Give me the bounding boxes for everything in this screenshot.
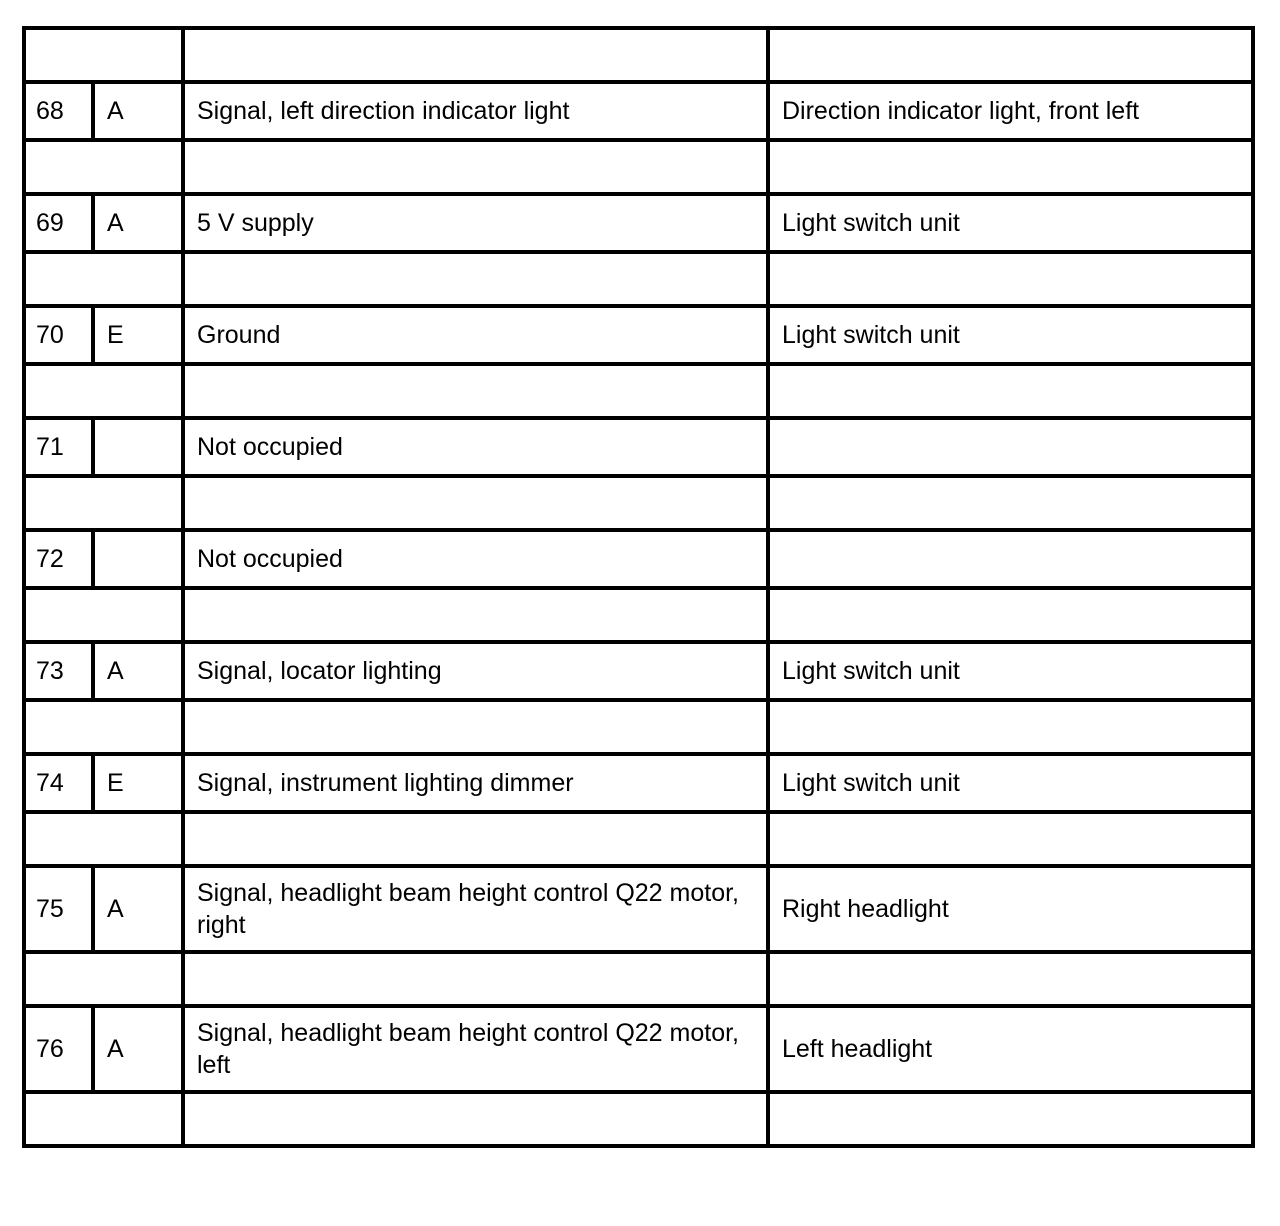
signal-type: E	[93, 754, 183, 812]
table-row	[24, 418, 1253, 476]
signal-description: Signal, left direction indicator light	[183, 82, 768, 140]
signal-type	[93, 530, 183, 588]
empty-cell	[24, 952, 183, 1006]
spacer-row	[24, 364, 1253, 418]
connected-component: Right headlight	[768, 866, 1253, 952]
table-row	[24, 530, 1253, 588]
signal-description: Ground	[183, 306, 768, 364]
signal-type: E	[93, 306, 183, 364]
signal-description: Signal, locator lighting	[183, 642, 768, 700]
spacer-row	[24, 28, 1253, 82]
empty-cell	[768, 700, 1253, 754]
signal-description: 5 V supply	[183, 194, 768, 252]
table-row	[24, 306, 1253, 364]
spacer-row	[24, 952, 1253, 1006]
signal-type: A	[93, 194, 183, 252]
empty-cell	[768, 588, 1253, 642]
empty-cell	[768, 364, 1253, 418]
empty-cell	[24, 476, 183, 530]
empty-cell	[24, 364, 183, 418]
pin-assignment-table	[22, 26, 1255, 1148]
spacer-row	[24, 476, 1253, 530]
pin-number: 75	[24, 866, 93, 952]
empty-cell	[768, 476, 1253, 530]
empty-cell	[183, 28, 768, 82]
signal-type	[93, 418, 183, 476]
signal-description: Not occupied	[183, 530, 768, 588]
pin-number: 68	[24, 82, 93, 140]
empty-cell	[768, 812, 1253, 866]
empty-cell	[768, 140, 1253, 194]
pin-number: 72	[24, 530, 93, 588]
signal-description: Not occupied	[183, 418, 768, 476]
empty-cell	[24, 588, 183, 642]
empty-cell	[768, 252, 1253, 306]
spacer-row	[24, 1092, 1253, 1146]
connected-component: Light switch unit	[768, 306, 1253, 364]
empty-cell	[768, 1092, 1253, 1146]
pin-number: 69	[24, 194, 93, 252]
signal-type: A	[93, 866, 183, 952]
empty-cell	[24, 1092, 183, 1146]
empty-cell	[183, 812, 768, 866]
empty-cell	[24, 140, 183, 194]
empty-cell	[24, 812, 183, 866]
spacer-row	[24, 252, 1253, 306]
pin-number: 70	[24, 306, 93, 364]
signal-type: A	[93, 1006, 183, 1092]
empty-cell	[183, 140, 768, 194]
empty-cell	[183, 1092, 768, 1146]
signal-description: Signal, headlight beam height control Q22 motor, left	[183, 1006, 768, 1092]
spacer-row	[24, 140, 1253, 194]
connected-component: Light switch unit	[768, 194, 1253, 252]
connected-component	[768, 418, 1253, 476]
connected-component: Light switch unit	[768, 642, 1253, 700]
table-row	[24, 194, 1253, 252]
connected-component: Light switch unit	[768, 754, 1253, 812]
spacer-row	[24, 700, 1253, 754]
empty-cell	[183, 252, 768, 306]
pin-number: 76	[24, 1006, 93, 1092]
table-row	[24, 642, 1253, 700]
empty-cell	[24, 28, 183, 82]
empty-cell	[24, 700, 183, 754]
signal-type: A	[93, 82, 183, 140]
empty-cell	[183, 700, 768, 754]
pin-number: 71	[24, 418, 93, 476]
empty-cell	[183, 952, 768, 1006]
connected-component	[768, 530, 1253, 588]
empty-cell	[183, 476, 768, 530]
spacer-row	[24, 812, 1253, 866]
empty-cell	[768, 952, 1253, 1006]
pin-number: 73	[24, 642, 93, 700]
empty-cell	[183, 364, 768, 418]
table-row	[24, 1006, 1253, 1092]
connected-component: Direction indicator light, front left	[768, 82, 1253, 140]
empty-cell	[24, 252, 183, 306]
spacer-row	[24, 588, 1253, 642]
connected-component: Left headlight	[768, 1006, 1253, 1092]
table-row	[24, 866, 1253, 952]
table-row	[24, 82, 1253, 140]
table-row	[24, 754, 1253, 812]
signal-description: Signal, instrument lighting dimmer	[183, 754, 768, 812]
signal-type: A	[93, 642, 183, 700]
empty-cell	[183, 588, 768, 642]
pin-number: 74	[24, 754, 93, 812]
empty-cell	[768, 28, 1253, 82]
signal-description: Signal, headlight beam height control Q22 motor, right	[183, 866, 768, 952]
